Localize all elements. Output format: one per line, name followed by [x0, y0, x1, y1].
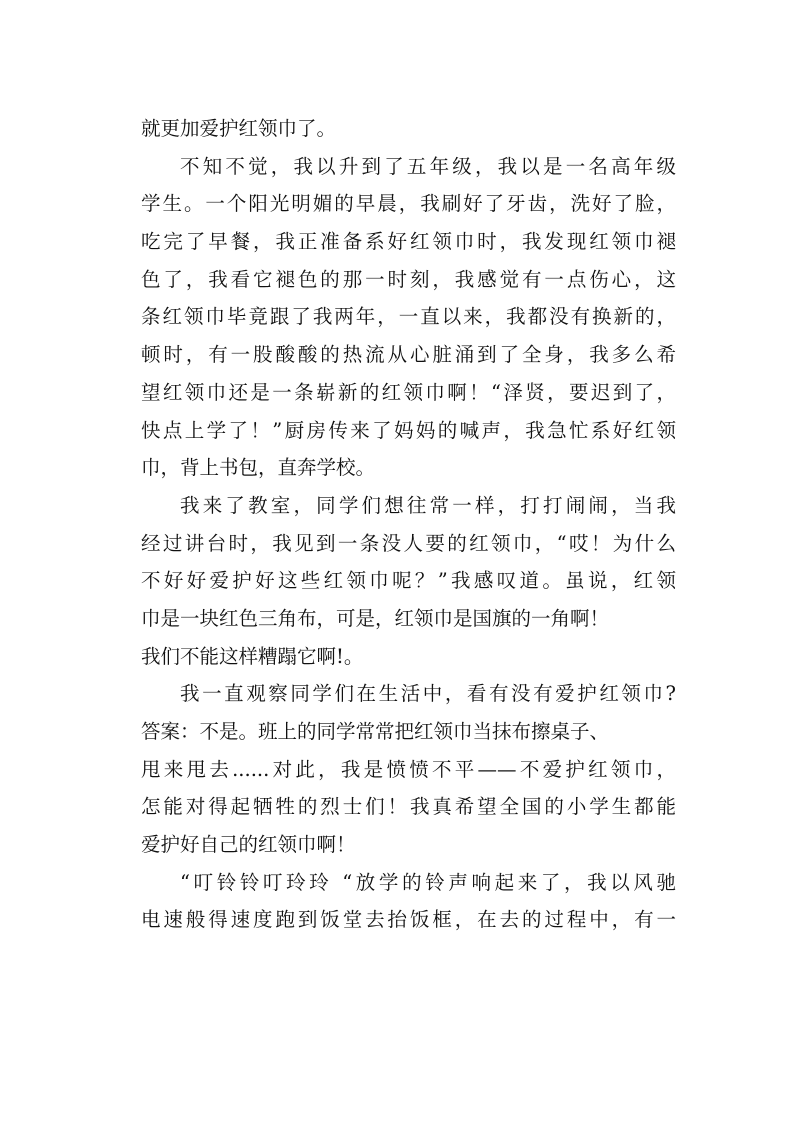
text-line: 不好好爱护好这些红领巾呢？”我感叹道。虽说，红领 — [141, 569, 676, 593]
document-body — [141, 110, 676, 939]
text-line: 条红领巾毕竟跟了我两年，一直以来，我都没有换新的， — [141, 305, 676, 329]
text-line: 巾，背上书包，直奔学校。 — [141, 456, 376, 480]
text-line: 吃完了早餐，我正准备系好红领巾时，我发现红领巾褪 — [141, 230, 676, 254]
text-line: 我来了教室，同学们想往常一样，打打闹闹，当我 — [180, 493, 676, 517]
text-line: 学生。一个阳光明媚的早晨，我刷好了牙齿，洗好了脸， — [141, 192, 676, 216]
text-line: 我们不能这样糟蹋它啊!。 — [141, 644, 364, 668]
text-line: 我一直观察同学们在生活中，看有没有爱护红领巾? — [180, 682, 676, 706]
text-line: 就更加爱护红领巾了。 — [141, 117, 337, 140]
text-line: 望红领巾还是一条崭新的红领巾啊！“泽贤，要迟到了， — [141, 380, 676, 404]
text-line: 顿时，有一股酸酸的热流从心脏涌到了全身，我多么希 — [141, 343, 676, 367]
text-line: 不知不觉，我以升到了五年级，我以是一名高年级 — [180, 154, 676, 178]
text-line: 快点上学了！”厨房传来了妈妈的喊声，我急忙系好红领 — [141, 418, 676, 442]
text-line: 答案：不是。班上的同学常常把红领巾当抹布擦桌子、 — [141, 720, 610, 743]
text-line: 经过讲台时，我见到一条没人要的红领巾，“哎！为什么 — [141, 531, 676, 555]
text-line: “叮铃铃叮玲玲 “放学的铃声响起来了，我以风驰 — [180, 870, 676, 894]
text-line: 怎能对得起牺牲的烈士们！我真希望全国的小学生都能 — [141, 795, 676, 819]
text-line: 巾是一块红色三角布，可是，红领巾是国旗的一角啊！ — [141, 606, 610, 630]
text-line: 电速般得速度跑到饭堂去抬饭框，在去的过程中，有一 — [141, 908, 676, 932]
text-line: 色了，我看它褪色的那一时刻，我感觉有一点伤心，这 — [141, 267, 676, 291]
text-line: 甩来甩去......对此，我是愤愤不平——不爱护红领巾， — [141, 757, 676, 781]
text-line: 爱护好自己的红领巾啊！ — [141, 833, 356, 857]
